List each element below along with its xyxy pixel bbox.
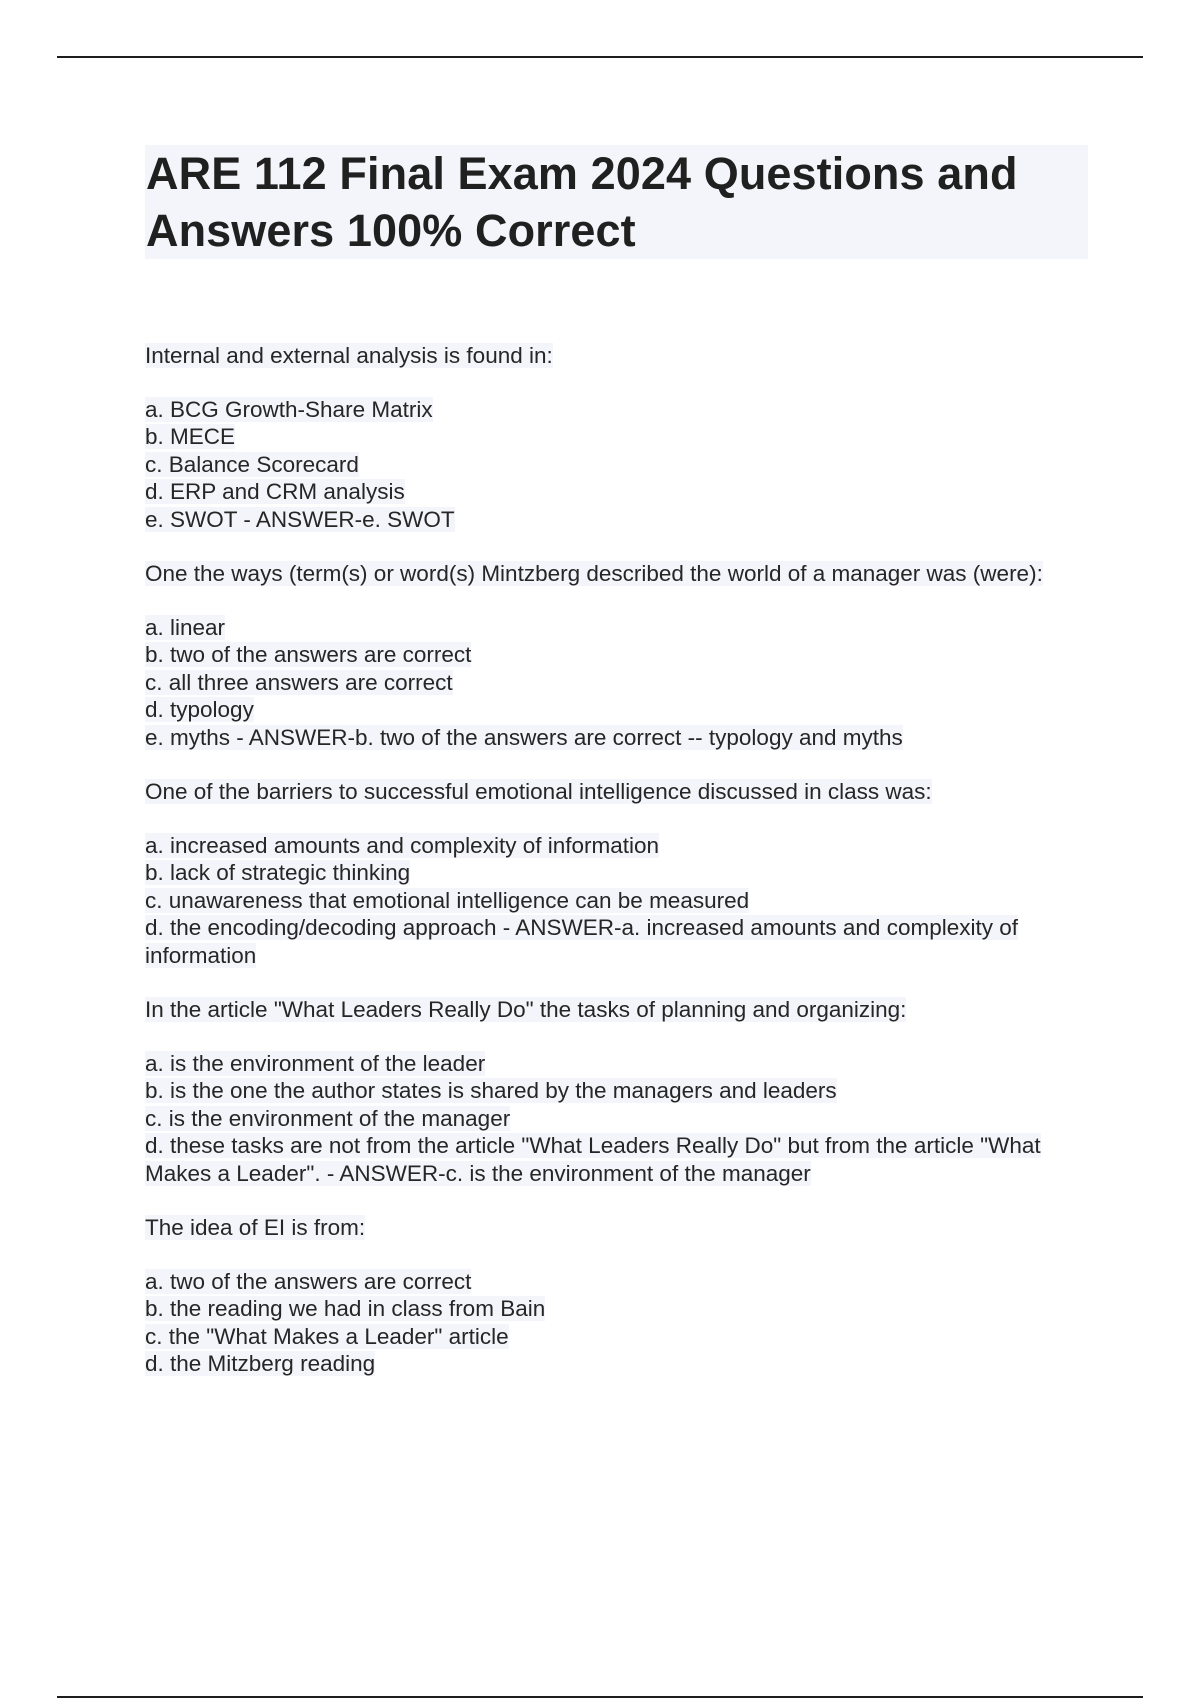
option-item: b. lack of strategic thinking <box>145 860 411 885</box>
question-1 <box>145 342 1090 533</box>
question-stem: Internal and external analysis is found in: <box>145 343 553 368</box>
option-item: a. linear <box>145 614 226 640</box>
question-stem: One of the barriers to successful emotional intelligence discussed in class was: <box>145 779 932 804</box>
option-item: a. BCG Growth-Share Matrix <box>145 396 433 422</box>
option-item: b. the reading we had in class from Bain <box>145 1296 546 1321</box>
footer-rule <box>57 1696 1143 1698</box>
option-list <box>145 1050 1090 1188</box>
option-item-answer: e. SWOT - ANSWER-e. SWOT <box>145 506 455 532</box>
option-item: c. all three answers are correct <box>145 669 453 695</box>
option-item: c. is the environment of the manager <box>145 1105 511 1131</box>
question-5 <box>145 1214 1090 1378</box>
question-list <box>145 342 1090 1378</box>
option-item: d. ERP and CRM analysis <box>145 479 405 504</box>
option-item: d. the Mitzberg reading <box>145 1351 376 1376</box>
option-list <box>145 1268 1090 1378</box>
question-stem: The idea of EI is from: <box>145 1215 366 1240</box>
option-item: a. two of the answers are correct <box>145 1268 472 1294</box>
question-stem: One the ways (term(s) or word(s) Mintzberg described the world of a manager was (were): <box>145 561 1043 586</box>
header-rule <box>57 56 1143 58</box>
option-list <box>145 832 1090 970</box>
question-4 <box>145 996 1090 1187</box>
document-body <box>145 145 1090 1405</box>
option-item: c. the "What Makes a Leader" article <box>145 1323 509 1349</box>
option-item: a. is the environment of the leader <box>145 1050 486 1076</box>
question-2 <box>145 560 1090 751</box>
option-item-answer: e. myths - ANSWER-b. two of the answers are correct -- typology and myths <box>145 724 903 750</box>
option-item-answer: d. these tasks are not from the article "What Leaders Really Do" but from the article "What Makes a Leader". - ANSWER-c. is the environment of the manager <box>145 1133 1041 1186</box>
option-item-answer: d. the encoding/decoding approach - ANSWER-a. increased amounts and complexity of information <box>145 915 1018 968</box>
question-3 <box>145 778 1090 969</box>
option-item: d. typology <box>145 697 254 722</box>
option-item: b. MECE <box>145 424 236 449</box>
option-list <box>145 396 1090 534</box>
option-item: b. two of the answers are correct <box>145 642 472 667</box>
option-item: b. is the one the author states is shared by the managers and leaders <box>145 1078 837 1103</box>
option-item: c. Balance Scorecard <box>145 451 359 477</box>
option-item: a. increased amounts and complexity of information <box>145 832 660 858</box>
option-item: c. unawareness that emotional intelligence can be measured <box>145 887 750 913</box>
option-list <box>145 614 1090 752</box>
question-stem: In the article "What Leaders Really Do" the tasks of planning and organizing: <box>145 997 907 1022</box>
document-title: ARE 112 Final Exam 2024 Questions and Answers 100% Correct <box>145 145 1088 259</box>
